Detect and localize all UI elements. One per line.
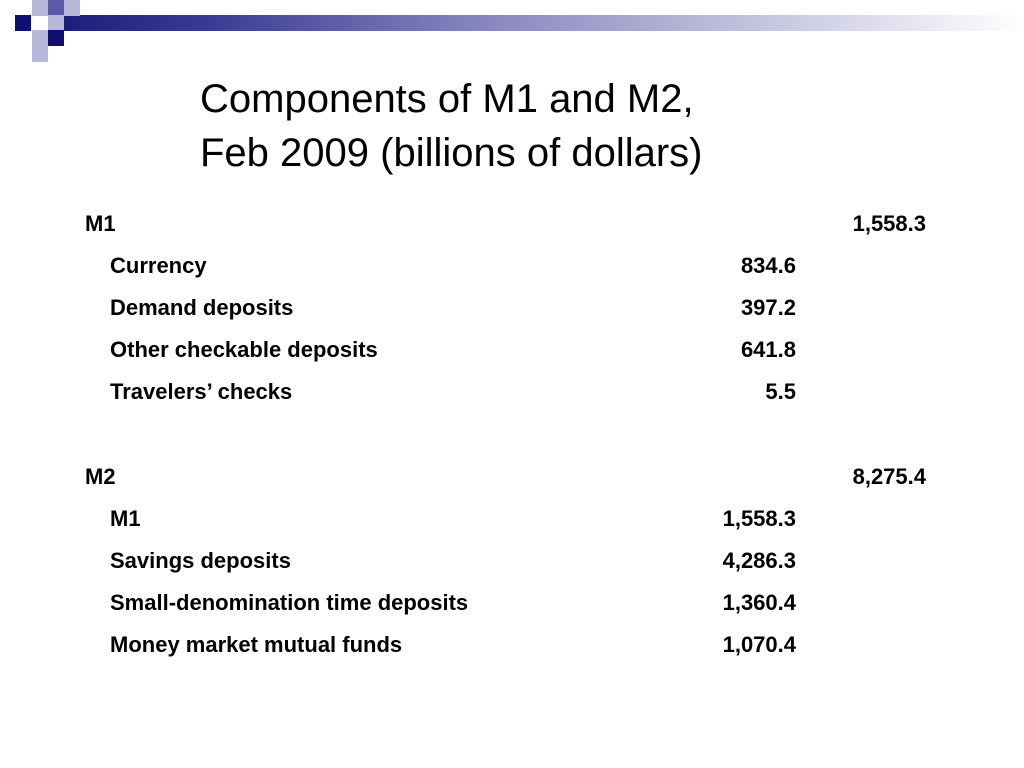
header-gradient-bar	[64, 15, 1024, 31]
table-row	[0, 250, 1024, 282]
table-row	[0, 587, 1024, 619]
slide-title-line2: Feb 2009 (billions of dollars)	[200, 131, 703, 175]
m1-item-label: Currency	[110, 253, 207, 278]
m1-item-label: Other checkable deposits	[110, 337, 378, 362]
table-row	[0, 629, 1024, 661]
table-row	[0, 545, 1024, 577]
m2-item-value: 1,360.4	[722, 590, 796, 615]
m1-total: 1,558.3	[852, 211, 926, 236]
m2-item-label: Savings deposits	[110, 548, 291, 573]
m2-item-label: M1	[110, 506, 141, 531]
m2-total: 8,275.4	[852, 464, 926, 489]
table-row	[0, 376, 1024, 408]
decor-square-5	[32, 30, 48, 46]
m2-item-label: Money market mutual funds	[110, 632, 403, 657]
m1-item-label: Demand deposits	[110, 295, 294, 320]
slide-title	[200, 72, 960, 180]
m2-item-value: 4,286.3	[722, 548, 796, 573]
decor-square-4	[48, 15, 64, 31]
m1-item-value: 641.8	[740, 337, 796, 362]
decor-square-1	[15, 15, 31, 31]
decor-square-6	[48, 30, 64, 46]
m2-heading-row	[0, 461, 1024, 493]
slide-title-line1: Components of M1 and M2,	[200, 77, 694, 121]
m2-item-value: 1,558.3	[722, 506, 796, 531]
decor-square-2	[32, 0, 48, 16]
decor-square-3	[48, 0, 64, 16]
m1-heading-row	[0, 208, 1024, 240]
m1-item-value: 834.6	[740, 253, 796, 278]
m2-label: M2	[85, 464, 116, 489]
m2-item-value: 1,070.4	[722, 632, 796, 657]
table-row	[0, 503, 1024, 535]
table-row	[0, 334, 1024, 366]
m1-label: M1	[85, 211, 116, 236]
decor-square-8	[64, 0, 80, 16]
table-row	[0, 292, 1024, 324]
m1-item-value: 5.5	[765, 379, 796, 404]
m1-item-value: 397.2	[740, 295, 796, 320]
m2-item-label: Small-denomination time deposits	[110, 590, 469, 615]
decor-square-7	[32, 46, 48, 62]
m1-item-label: Travelers’ checks	[110, 379, 293, 404]
